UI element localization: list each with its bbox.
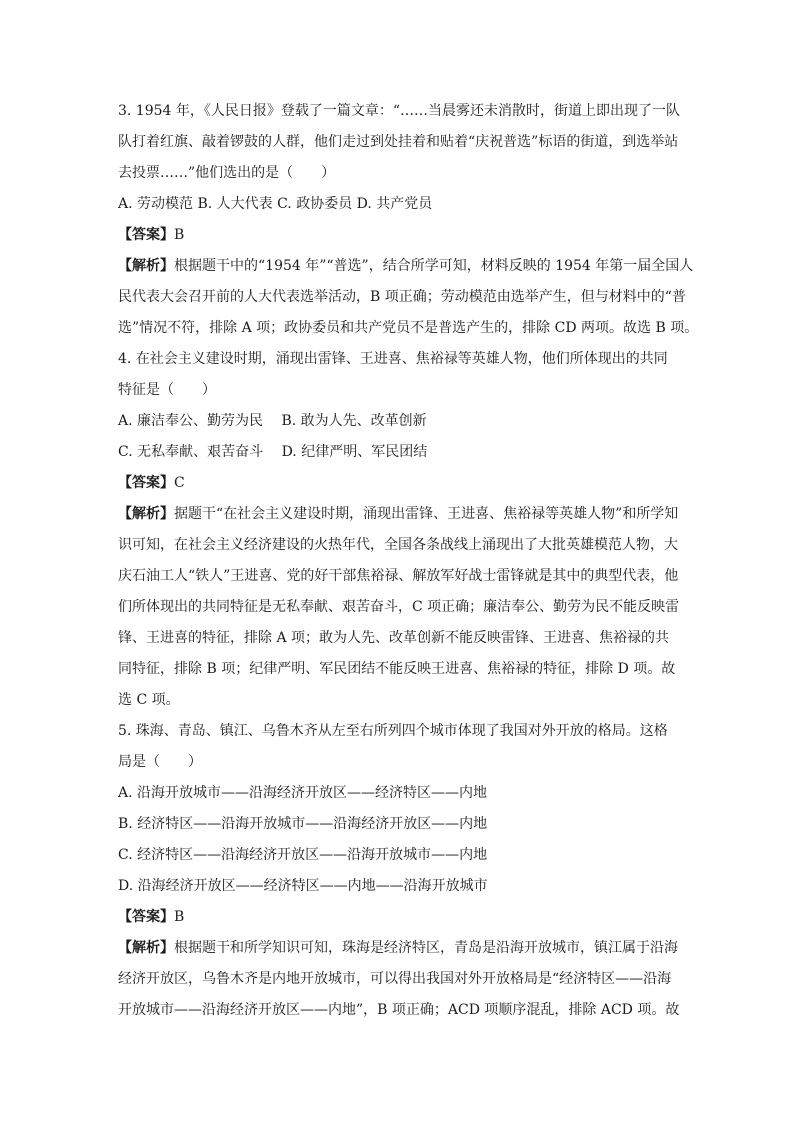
question-options: A. 劳动模范 B. 人大代表 C. 政协委员 D. 共产党员 <box>118 196 433 212</box>
question-stem-line: 5. 珠海、青岛、镇江、乌鲁木齐从左至右所列四个城市体现了我国对外开放的格局。这格 <box>118 723 668 739</box>
analysis-label: 【解析】 <box>118 506 174 522</box>
analysis-line: 选 C 项。 <box>118 692 180 708</box>
question-stem-line: 4. 在社会主义建设时期，涌现出雷锋、王进喜、焦裕禄等英雄人物，他们所体现出的共同 <box>118 351 668 367</box>
answer-label: 【答案】 <box>118 909 174 925</box>
analysis-line: 锋、王进喜的特征，排除 A 项；敢为人先、改革创新不能反映雷锋、王进喜、焦裕禄的共 <box>118 630 670 646</box>
answer-line <box>118 902 678 933</box>
question-3 <box>118 96 699 344</box>
question-stem-line: 去投票……”他们选出的是（ ） <box>118 165 336 181</box>
question-stem-line: 3. 1954 年，《人民日报》登载了一篇文章：“……当晨雾还未消散时，街道上即出现了一队 <box>118 103 681 119</box>
answer-label: 【答案】 <box>118 227 174 243</box>
question-option-row: D. 沿海经济开放区——经济特区——内地——沿海开放城市 <box>118 878 488 894</box>
analysis-line <box>118 933 678 964</box>
analysis-text: 根据题干和所学知识可知，珠海是经济特区，青岛是沿海开放城市，镇江属于沿海 <box>174 940 678 956</box>
document-page <box>118 96 699 1026</box>
analysis-line: 识可知，在社会主义经济建设的火热年代，全国各条战线上涌现出了大批英雄模范人物，大 <box>118 537 678 553</box>
analysis-text: 据题干“在社会主义建设时期，涌现出雷锋、王进喜、焦裕禄等英雄人物”和所学知 <box>174 506 679 522</box>
analysis-label: 【解析】 <box>118 258 174 274</box>
analysis-line <box>118 499 678 530</box>
question-4 <box>118 344 678 716</box>
question-option-row: C. 无私奉献、艰苦奋斗 D. 纪律严明、军民团结 <box>118 444 428 460</box>
answer-line <box>118 220 678 251</box>
analysis-line: 庆石油工人“铁人”王进喜、党的好干部焦裕禄、解放军好战士雷锋就是其中的典型代表，他 <box>118 568 679 584</box>
question-option-row: A. 沿海开放城市——沿海经济开放区——经济特区——内地 <box>118 785 488 801</box>
answer-label: 【答案】 <box>118 475 174 491</box>
question-option-row: C. 经济特区——沿海经济开放区——沿海开放城市——内地 <box>118 847 488 863</box>
answer-line <box>118 468 678 499</box>
analysis-label: 【解析】 <box>118 940 174 956</box>
question-option-row: B. 经济特区——沿海开放城市——沿海经济开放区——内地 <box>118 816 488 832</box>
analysis-line: 民代表大会召开前的人大代表选举活动，B 项正确；劳动模范由选举产生，但与材料中的“普 <box>118 289 686 305</box>
answer-value: B <box>174 909 185 925</box>
analysis-line: 开放城市——沿海经济开放区——内地”，B 项正确；ACD 项顺序混乱，排除 ACD 项。故 <box>118 1002 680 1018</box>
question-option-row: A. 廉洁奉公、勤劳为民 B. 敢为人先、改革创新 <box>118 413 427 429</box>
question-stem-line: 特征是（ ） <box>118 382 216 398</box>
analysis-line <box>118 251 694 282</box>
analysis-text: 根据题干中的“1954 年”“普选”，结合所学可知，材料反映的 1954 年第一届全国人 <box>174 258 694 274</box>
question-5 <box>118 716 678 1026</box>
answer-value: C <box>174 475 185 491</box>
analysis-line: 经济开放区，乌鲁木齐是内地开放城市，可以得出我国对外开放格局是“经济特区——沿海 <box>118 971 672 987</box>
question-stem-line: 局是（ ） <box>118 754 202 770</box>
analysis-line: 同特征，排除 B 项；纪律严明、军民团结不能反映王进喜、焦裕禄的特征，排除 D 项。故 <box>118 661 676 677</box>
analysis-line: 们所体现出的共同特征是无私奉献、艰苦奋斗，C 项正确；廉洁奉公、勤劳为民不能反映雷 <box>118 599 680 615</box>
question-stem-line: 队打着红旗、敲着锣鼓的人群，他们走过到处挂着和贴着“庆祝普选”标语的街道，到选举站 <box>118 134 679 150</box>
analysis-line: 选”情况不符，排除 A 项；政协委员和共产党员不是普选产生的，排除 CD 两项。故选 B 项。 <box>118 320 699 336</box>
answer-value: B <box>174 227 185 243</box>
